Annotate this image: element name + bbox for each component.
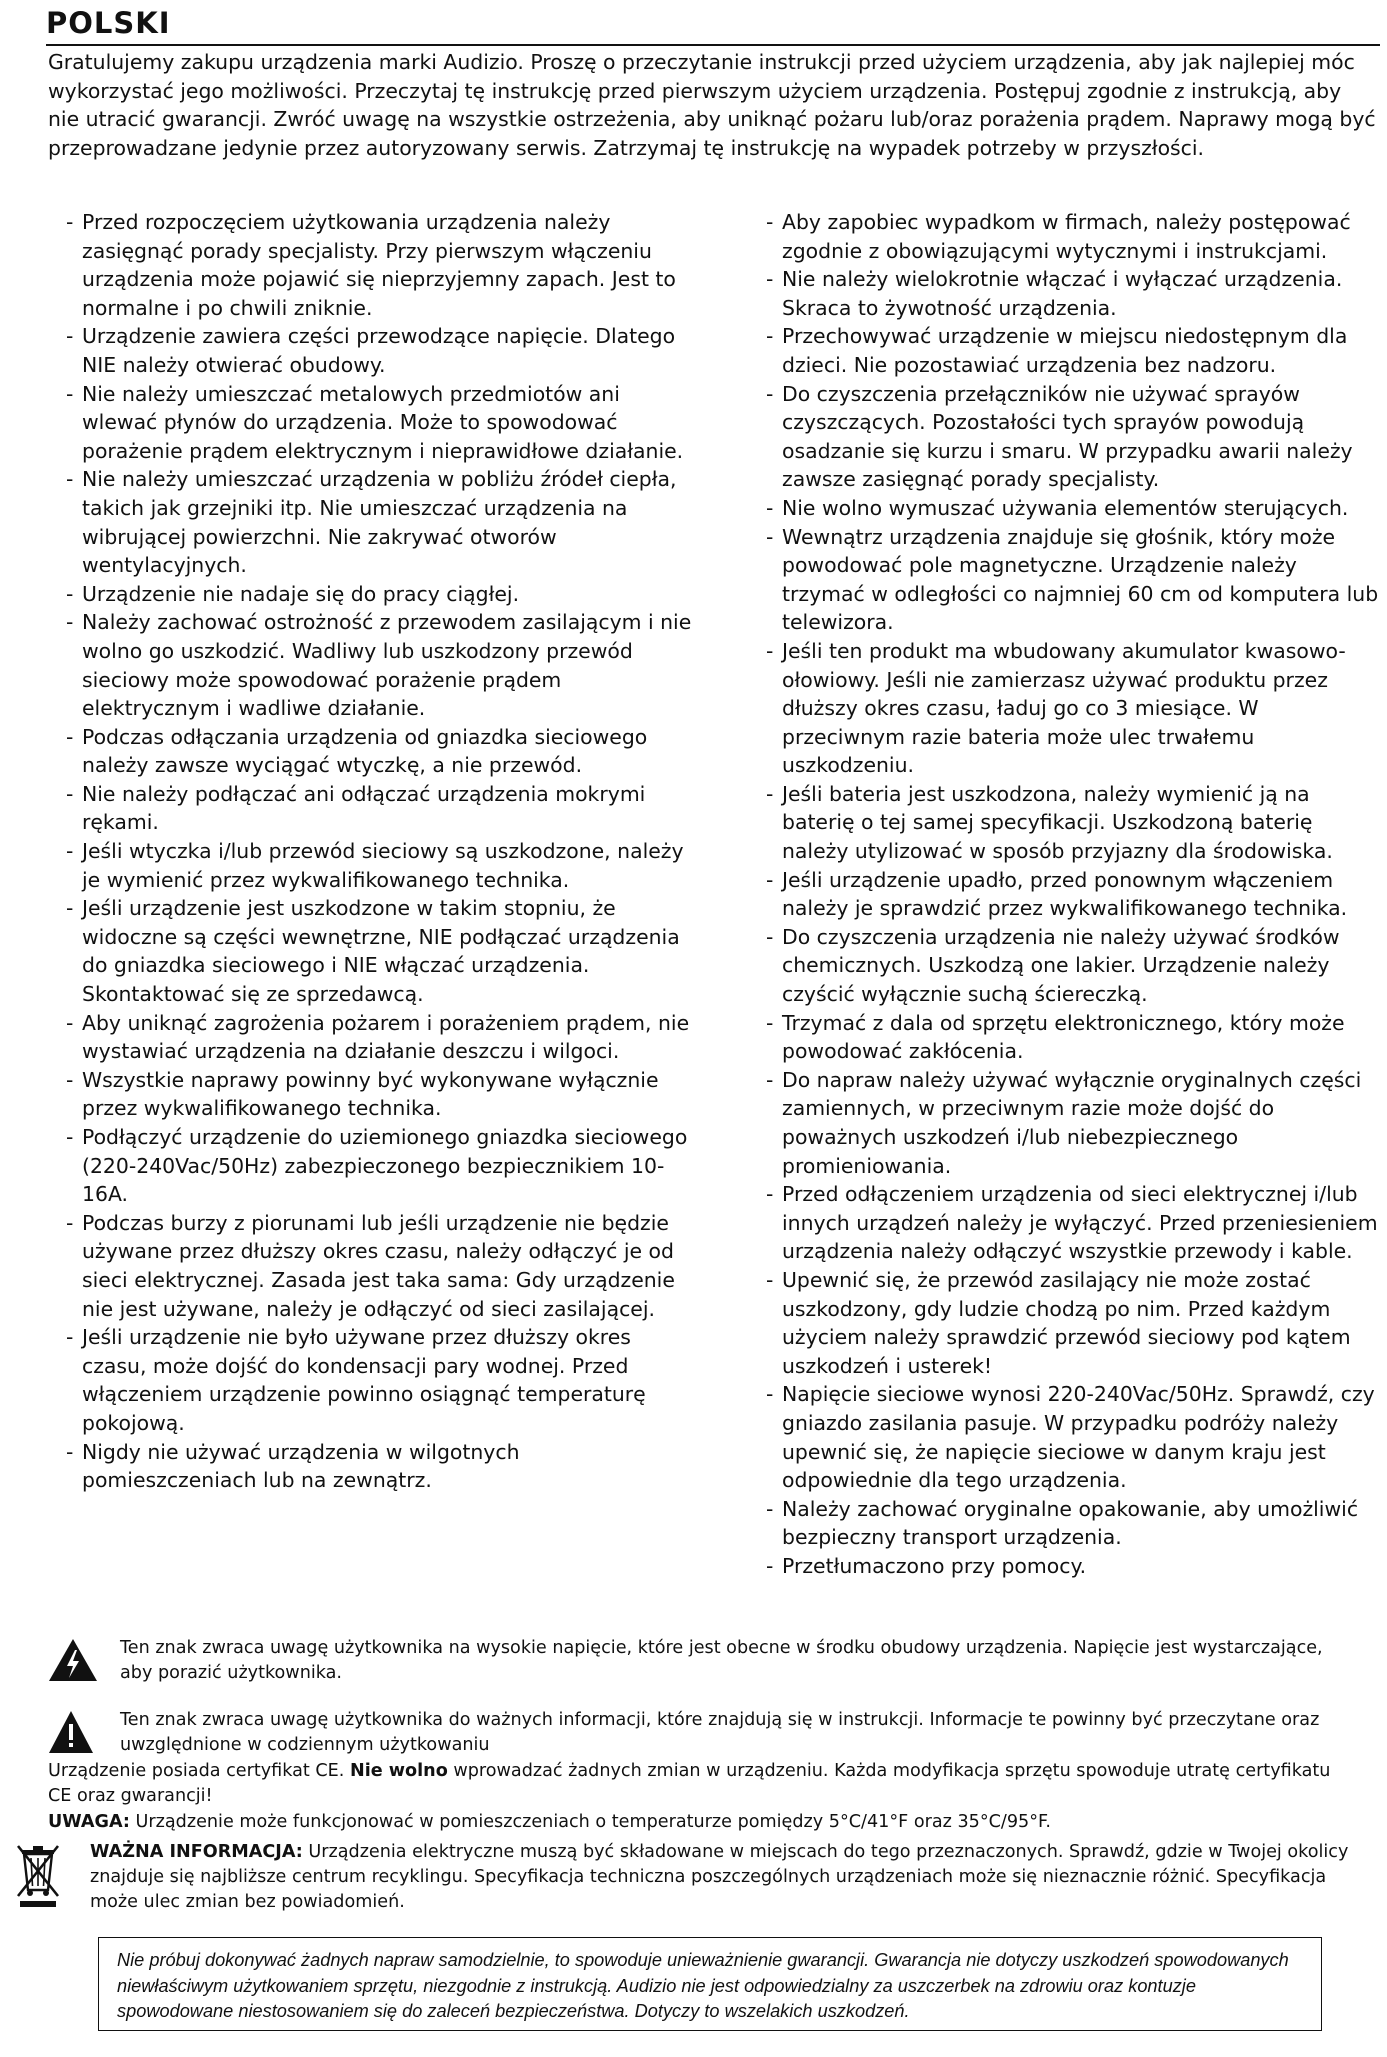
warning-text: Urządzenie może funkcjonować w pomieszczeniach o temperaturze pomiędzy 5°C/41°F oraz 35°C/95°F. [135,1812,1051,1832]
safety-list-item: - Przechowywać urządzenie w miejscu niedostępnym dla dzieci. Nie pozostawiać urządzenia bez nadzoru. [764,322,1384,379]
safety-list-item: - Nie należy podłączać ani odłączać urządzenia mokrymi rękami. [64,780,692,837]
safety-list-item: - Wewnątrz urządzenia znajduje się głośnik, który może powodować pole magnetyczne. Urządzenie należy trzymać w odległości co najmniej 60 cm od komputera lub telewizora. [764,523,1384,637]
safety-list-item: - Jeśli wtyczka i/lub przewód sieciowy są uszkodzone, należy je wymienić przez wykwalifikowanego technika. [64,837,692,894]
safety-list-item: - Należy zachować ostrożność z przewodem zasilającym i nie wolno go uszkodzić. Wadliwy lub uszkodzony przewód sieciowy może spowodować porażenie prądem elektrycznym i wadliwe działanie. [64,608,692,722]
exclamation-warning-icon [48,1710,94,1754]
safety-list-item: - Jeśli urządzenie upadło, przed ponownym włączeniem należy je sprawdzić przez wykwalifikowanego technika. [764,866,1384,923]
ce-text-1: Urządzenie posiada certyfikat CE. [48,1761,345,1781]
title-divider [46,44,1380,46]
safety-list-item: - Należy zachować oryginalne opakowanie, aby umożliwić bezpieczny transport urządzenia. [764,1495,1384,1552]
safety-list-item: - Podczas burzy z piorunami lub jeśli urządzenie nie będzie używane przez dłuższy okres czasu, należy odłączyć je od sieci elektrycznej. Zasada jest taka sama: Gdy urządzenie nie jest używane, należy je odłączyć od sieci zasilającej. [64,1209,692,1323]
safety-list-item: - Nie wolno wymuszać używania elementów sterujących. [764,494,1384,523]
important-information [90,1840,1360,1915]
safety-list-item: - Urządzenie zawiera części przewodzące napięcie. Dlatego NIE należy otwierać obudowy. [64,322,692,379]
high-voltage-icon [48,1638,98,1682]
safety-list-item: - Trzymać z dala od sprzętu elektronicznego, który może powodować zakłócenia. [764,1009,1384,1066]
important-text: Urządzenia elektryczne muszą być składowane w miejscach do tego przeznaczonych. Sprawdź, gdzie w Twojej okolicy znajduje się najbliższe centrum recyklingu. Specyfikacja techniczna poszczególnych urządzeniach może się nieznacznie różnić. Specyfikacja może ulec zmian bez powiadomień. [90,1842,1349,1912]
safety-list-item: - Przetłumaczono przy pomocy. [764,1552,1384,1581]
page-title: POLSKI [46,6,171,40]
ce-certificate-note [48,1759,1358,1809]
safety-list-item: - Jeśli urządzenie nie było używane przez dłuższy okres czasu, może dojść do kondensacji pary wodnej. Przed włączeniem urządzenie powinno osiągnąć temperaturę pokojową. [64,1323,692,1437]
warning-label: UWAGA: [48,1812,130,1832]
safety-list-item: - Upewnić się, że przewód zasilający nie może zostać uszkodzony, gdy ludzie chodzą po nim. Przed każdym użyciem należy sprawdzić przewód sieciowy pod kątem uszkodzeń i usterek! [764,1266,1384,1380]
safety-list-right [764,208,1384,1581]
important-label: WAŻNA INFORMACJA: [90,1842,303,1862]
ce-bold: Nie wolno [349,1761,448,1781]
safety-list-item: - Przed odłączeniem urządzenia od sieci elektrycznej i/lub innych urządzeń należy je wyłączyć. Przed przeniesieniem urządzenia należy odłączyć wszystkie przewody i kable. [764,1180,1384,1266]
safety-list-item: - Podczas odłączania urządzenia od gniazdka sieciowego należy zawsze wyciągać wtyczkę, a nie przewód. [64,723,692,780]
safety-list-item: - Nie należy wielokrotnie włączać i wyłączać urządzenia. Skraca to żywotność urządzenia. [764,265,1384,322]
safety-list-item: - Podłączyć urządzenie do uziemionego gniazdka sieciowego (220-240Vac/50Hz) zabezpieczonego bezpiecznikiem 10-16A. [64,1123,692,1209]
safety-list-item: - Do czyszczenia przełączników nie używać sprayów czyszczących. Pozostałości tych sprayów powodują osadzanie się kurzu i smaru. W przypadku awarii należy zawsze zasięgnąć porady specjalisty. [764,380,1384,494]
info-warning-text: Ten znak zwraca uwagę użytkownika do ważnych informacji, które znajdują się w instrukcji. Informacje te powinny być przeczytane oraz uwzględnione w codziennym użytkowaniu [120,1710,1320,1755]
safety-list-item: - Wszystkie naprawy powinny być wykonywane wyłącznie przez wykwalifikowanego technika. [64,1066,692,1123]
safety-list-item: - Nie należy umieszczać urządzenia w pobliżu źródeł ciepła, takich jak grzejniki itp. Nie umieszczać urządzenia na wibrującej powierzchni. Nie zakrywać otworów wentylacyjnych. [64,465,692,579]
safety-list-item: - Napięcie sieciowe wynosi 220-240Vac/50Hz. Sprawdź, czy gniazdo zasilania pasuje. W przypadku podróży należy upewnić się, że napięcie sieciowe w danym kraju jest odpowiednie dla tego urządzenia. [764,1380,1384,1494]
weee-bin-icon [16,1842,60,1908]
warranty-disclaimer-box: Nie próbuj dokonywać żadnych napraw samodzielnie, to spowoduje unieważnienie gwarancji. Gwarancja nie dotyczy uszkodzeń spowodowanych niewłaściwym użytkowaniem sprzętu, niezgodnie z instrukcją. Audizio nie jest odpowiedzialny za uszczerbek na zdrowiu oraz kontuzje spowodowane niestosowaniem się do zaleceń bezpieczeństwa. Dotyczy to wszelakich uszkodzeń. [98,1937,1322,2031]
safety-list-item: - Do napraw należy używać wyłącznie oryginalnych części zamiennych, w przeciwnym razie może dojść do poważnych uszkodzeń i/lub niebezpiecznego promieniowania. [764,1066,1384,1180]
voltage-warning-text: Ten znak zwraca uwagę użytkownika na wysokie napięcie, które jest obecne w środku obudowy urządzenia. Napięcie jest wystarczające, aby porazić użytkownika. [120,1638,1323,1683]
safety-list-item: - Urządzenie nie nadaje się do pracy ciągłej. [64,580,692,609]
intro-paragraph: Gratulujemy zakupu urządzenia marki Audizio. Proszę o przeczytanie instrukcji przed użyciem urządzenia, aby jak najlepiej móc wykorzystać jego możliwości. Przeczytaj tę instrukcję przed pierwszym użyciem urządzenia. Postępuj zgodnie z instrukcją, aby nie utracić gwarancji. Zwróć uwagę na wszystkie ostrzeżenia, aby uniknąć pożaru lub/oraz porażenia prądem. Naprawy mogą być przeprowadzane jedynie przez autoryzowany serwis. Zatrzymaj tę instrukcję na wypadek potrzeby w przyszłości. [48,50,1376,160]
safety-list-item: - Aby zapobiec wypadkom w firmach, należy postępować zgodnie z obowiązującymi wytycznymi i instrukcjami. [764,208,1384,265]
safety-list-left [64,208,692,1495]
safety-list-item: - Jeśli urządzenie jest uszkodzone w takim stopniu, że widoczne są części wewnętrzne, NIE podłączać urządzenia do gniazdka sieciowego i NIE włączać urządzenia. Skontaktować się ze sprzedawcą. [64,894,692,1008]
safety-list-item: - Do czyszczenia urządzenia nie należy używać środków chemicznych. Uszkodzą one lakier. Urządzenie należy czyścić wyłącznie suchą ściereczką. [764,923,1384,1009]
ce-text-2: wprowadzać żadnych zmian w urządzeniu. Każda modyfikacja sprzętu spowoduje utratę certyfikatu CE oraz gwarancji! [48,1761,1331,1806]
safety-list-item: - Aby uniknąć zagrożenia pożarem i porażeniem prądem, nie wystawiać urządzenia na działanie deszczu i wilgoci. [64,1009,692,1066]
safety-list-item: - Jeśli bateria jest uszkodzona, należy wymienić ją na baterię o tej samej specyfikacji. Uszkodzoną baterię należy utylizować w sposób przyjazny dla środowiska. [764,780,1384,866]
safety-list-item: - Przed rozpoczęciem użytkowania urządzenia należy zasięgnąć porady specjalisty. Przy pierwszym włączeniu urządzenia może pojawić się nieprzyjemny zapach. Jest to normalne i po chwili zniknie. [64,208,692,322]
temperature-warning [48,1810,1358,1835]
safety-list-item: - Nie należy umieszczać metalowych przedmiotów ani wlewać płynów do urządzenia. Może to spowodować porażenie prądem elektrycznym i nieprawidłowe działanie. [64,380,692,466]
safety-list-item: - Jeśli ten produkt ma wbudowany akumulator kwasowo-ołowiowy. Jeśli nie zamierzasz używać produktu przez dłuższy okres czasu, ładuj go co 3 miesiące. W przeciwnym razie bateria może ulec trwałemu uszkodzeniu. [764,637,1384,780]
safety-list-item: - Nigdy nie używać urządzenia w wilgotnych pomieszczeniach lub na zewnątrz. [64,1438,692,1495]
